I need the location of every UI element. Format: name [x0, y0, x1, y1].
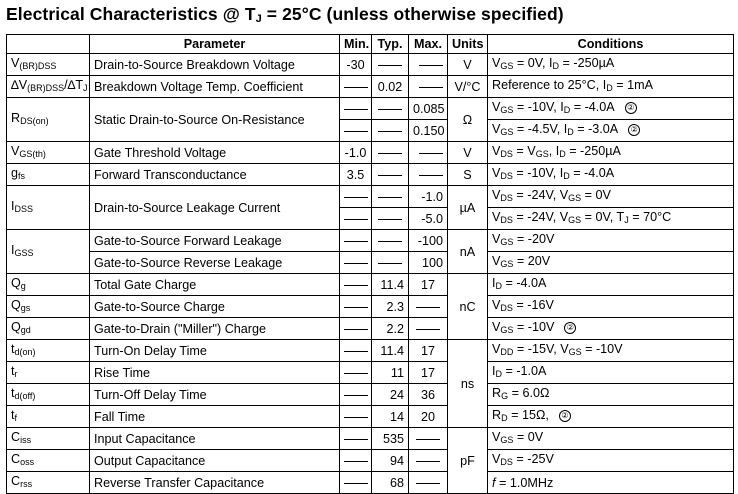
parameter-cell: Output Capacitance — [90, 450, 340, 472]
dash — [419, 87, 443, 88]
parameter-cell: Drain-to-Source Leakage Current — [90, 186, 340, 230]
symbol-cell: $V_{(BR)DSS}$ — [7, 54, 90, 76]
dash — [378, 197, 402, 198]
conditions-cell: $V_{DD} = -15V$, $V_{GS} = -10V$ — [488, 340, 734, 362]
typ-cell — [372, 120, 409, 142]
conditions-cell: $V_{GS} = -10V$, $I_D = -4.0A$ ② — [488, 98, 734, 120]
max-cell — [409, 142, 448, 164]
symbol-cell: $C_{rss}$ — [7, 472, 90, 494]
min-cell — [340, 98, 372, 120]
min-cell — [340, 406, 372, 428]
dash — [344, 219, 368, 220]
note-mark: ② — [628, 124, 640, 136]
table-header-row — [7, 35, 734, 54]
units-cell: µA — [448, 186, 488, 230]
dash — [344, 109, 368, 110]
dash — [419, 65, 443, 66]
symbol-cell: $t_{d(on)}$ — [7, 340, 90, 362]
min-cell: -1.0 — [340, 142, 372, 164]
max-cell: 17 — [409, 340, 448, 362]
dash — [344, 329, 368, 330]
symbol-cell: $I_{DSS}$ — [7, 186, 90, 230]
conditions-cell: $V_{DS} = -24V$, $V_{GS} = 0V$ — [488, 186, 734, 208]
min-cell: 3.5 — [340, 164, 372, 186]
max-cell — [409, 296, 448, 318]
dash — [344, 131, 368, 132]
symbol-cell: $t_r$ — [7, 362, 90, 384]
dash — [416, 307, 440, 308]
max-cell: -1.0 — [409, 186, 448, 208]
conditions-cell: $V_{GS} = 20V$ — [488, 252, 734, 274]
conditions-cell: $V_{DS} = -25V$ — [488, 450, 734, 472]
min-cell — [340, 296, 372, 318]
max-cell: 0.085 — [409, 98, 448, 120]
parameter-cell: Fall Time — [90, 406, 340, 428]
symbol-cell: $R_{DS(on)}$ — [7, 98, 90, 142]
typ-cell: 0.02 — [372, 76, 409, 98]
dash — [416, 461, 440, 462]
table-row — [7, 164, 734, 186]
dash — [416, 329, 440, 330]
conditions-cell: $R_D = 15\Omega$, ② — [488, 406, 734, 428]
dash — [344, 461, 368, 462]
symbol-cell: $C_{iss}$ — [7, 428, 90, 450]
units-cell: Ω — [448, 98, 488, 142]
parameter-cell: Breakdown Voltage Temp. Coefficient — [90, 76, 340, 98]
parameter-cell: Input Capacitance — [90, 428, 340, 450]
parameter-cell: Turn-On Delay Time — [90, 340, 340, 362]
note-mark: ② — [559, 410, 571, 422]
min-cell — [340, 340, 372, 362]
typ-cell — [372, 230, 409, 252]
dash — [344, 87, 368, 88]
dash — [344, 263, 368, 264]
units-cell: nC — [448, 274, 488, 340]
conditions-cell: $V_{GS} = 0V$ — [488, 428, 734, 450]
max-cell: 17 — [409, 362, 448, 384]
dash — [419, 175, 443, 176]
table-row — [7, 472, 734, 494]
parameter-cell: Gate-to-Drain ("Miller") Charge — [90, 318, 340, 340]
dash — [416, 439, 440, 440]
dash — [378, 153, 402, 154]
conditions-cell: $V_{GS} = -20V$ — [488, 230, 734, 252]
conditions-cell: f = 1.0MHz — [488, 472, 734, 494]
parameter-cell: Drain-to-Source Breakdown Voltage — [90, 54, 340, 76]
table-row — [7, 186, 734, 208]
symbol-cell: $Q_{gs}$ — [7, 296, 90, 318]
units-cell: V/°C — [448, 76, 488, 98]
min-cell — [340, 450, 372, 472]
table-row — [7, 296, 734, 318]
table-body — [7, 54, 734, 494]
dash — [344, 395, 368, 396]
dash — [344, 483, 368, 484]
typ-cell — [372, 142, 409, 164]
dash — [378, 131, 402, 132]
dash — [344, 351, 368, 352]
table-row — [7, 340, 734, 362]
max-cell — [409, 76, 448, 98]
header-max: Max. — [409, 35, 448, 54]
min-cell — [340, 186, 372, 208]
header-units: Units — [448, 35, 488, 54]
typ-cell — [372, 54, 409, 76]
typ-cell: 14 — [372, 406, 409, 428]
dash — [378, 65, 402, 66]
electrical-characteristics-table — [6, 34, 734, 494]
dash — [344, 307, 368, 308]
table-row — [7, 54, 734, 76]
min-cell — [340, 120, 372, 142]
parameter-cell: Gate Threshold Voltage — [90, 142, 340, 164]
symbol-cell: $I_{GSS}$ — [7, 230, 90, 274]
units-cell: ns — [448, 340, 488, 428]
typ-cell: 11.4 — [372, 340, 409, 362]
conditions-cell: $I_D = -1.0A$ — [488, 362, 734, 384]
parameter-cell: Rise Time — [90, 362, 340, 384]
units-cell: S — [448, 164, 488, 186]
dash — [378, 109, 402, 110]
symbol-cell: $Q_g$ — [7, 274, 90, 296]
table-row — [7, 230, 734, 252]
typ-cell — [372, 186, 409, 208]
parameter-cell: Static Drain-to-Source On-Resistance — [90, 98, 340, 142]
max-cell: 36 — [409, 384, 448, 406]
units-cell: pF — [448, 428, 488, 494]
typ-cell: 68 — [372, 472, 409, 494]
dash — [378, 219, 402, 220]
conditions-cell: $I_D = -4.0A$ — [488, 274, 734, 296]
conditions-cell: $V_{DS} = -16V$ — [488, 296, 734, 318]
typ-cell — [372, 98, 409, 120]
table-row — [7, 274, 734, 296]
dash — [344, 197, 368, 198]
conditions-cell: $V_{GS} = -4.5V$, $I_D = -3.0A$ ② — [488, 120, 734, 142]
max-cell — [409, 450, 448, 472]
table-row — [7, 318, 734, 340]
min-cell — [340, 76, 372, 98]
table-row — [7, 384, 734, 406]
units-cell: V — [448, 54, 488, 76]
table-row — [7, 428, 734, 450]
max-cell: 100 — [409, 252, 448, 274]
typ-cell: 94 — [372, 450, 409, 472]
header-symbol — [7, 35, 90, 54]
max-cell — [409, 428, 448, 450]
typ-cell: 2.3 — [372, 296, 409, 318]
min-cell — [340, 384, 372, 406]
parameter-cell: Forward Transconductance — [90, 164, 340, 186]
symbol-cell: $\Delta V_{(BR)DSS}/\Delta T_J$ — [7, 76, 90, 98]
dash — [378, 263, 402, 264]
conditions-cell: Reference to 25°C, $I_D = 1mA$ — [488, 76, 734, 98]
dash — [419, 153, 443, 154]
parameter-cell: Total Gate Charge — [90, 274, 340, 296]
min-cell — [340, 208, 372, 230]
max-cell: -5.0 — [409, 208, 448, 230]
min-cell — [340, 230, 372, 252]
symbol-cell: $Q_{gd}$ — [7, 318, 90, 340]
units-cell: V — [448, 142, 488, 164]
conditions-cell: $V_{DS} = V_{GS}$, $I_D = -250\mu A$ — [488, 142, 734, 164]
min-cell — [340, 428, 372, 450]
table-row — [7, 252, 734, 274]
parameter-cell: Gate-to-Source Reverse Leakage — [90, 252, 340, 274]
dash — [344, 439, 368, 440]
table-row — [7, 98, 734, 120]
typ-cell: 535 — [372, 428, 409, 450]
symbol-cell: $C_{oss}$ — [7, 450, 90, 472]
max-cell: 17 — [409, 274, 448, 296]
table-row — [7, 76, 734, 98]
header-parameter: Parameter — [90, 35, 340, 54]
dash — [344, 241, 368, 242]
max-cell — [409, 164, 448, 186]
dash — [416, 483, 440, 484]
typ-cell — [372, 252, 409, 274]
dash — [344, 285, 368, 286]
typ-cell — [372, 208, 409, 230]
table-row — [7, 142, 734, 164]
min-cell — [340, 274, 372, 296]
typ-cell — [372, 164, 409, 186]
table-row — [7, 362, 734, 384]
min-cell — [340, 318, 372, 340]
max-cell: 20 — [409, 406, 448, 428]
dash — [344, 417, 368, 418]
dash — [378, 241, 402, 242]
typ-cell: 2.2 — [372, 318, 409, 340]
header-typ: Typ. — [372, 35, 409, 54]
page-title: Electrical Characteristics @ $T_J = 25^\circ C$ (unless otherwise specified) — [6, 4, 564, 25]
max-cell — [409, 472, 448, 494]
typ-cell: 11.4 — [372, 274, 409, 296]
min-cell — [340, 252, 372, 274]
symbol-cell: $t_{d(off)}$ — [7, 384, 90, 406]
conditions-cell: $V_{DS} = -24V$, $V_{GS} = 0V$, $T_J = 70^\circ C$ — [488, 208, 734, 230]
dash — [378, 175, 402, 176]
symbol-cell: $g_{fs}$ — [7, 164, 90, 186]
typ-cell: 11 — [372, 362, 409, 384]
max-cell — [409, 54, 448, 76]
max-cell: -100 — [409, 230, 448, 252]
conditions-cell: $V_{GS} = 0V$, $I_D = -250\mu A$ — [488, 54, 734, 76]
parameter-cell: Turn-Off Delay Time — [90, 384, 340, 406]
units-cell: nA — [448, 230, 488, 274]
table-row — [7, 406, 734, 428]
parameter-cell: Reverse Transfer Capacitance — [90, 472, 340, 494]
parameter-cell: Gate-to-Source Forward Leakage — [90, 230, 340, 252]
header-conditions: Conditions — [488, 35, 734, 54]
note-mark: ② — [564, 322, 576, 334]
max-cell — [409, 318, 448, 340]
conditions-cell: $V_{GS} = -10V$ ② — [488, 318, 734, 340]
conditions-cell: $R_G = 6.0\Omega$ — [488, 384, 734, 406]
header-min: Min. — [340, 35, 372, 54]
conditions-cell: $V_{DS} = -10V$, $I_D = -4.0A$ — [488, 164, 734, 186]
note-mark: ② — [625, 102, 637, 114]
min-cell — [340, 362, 372, 384]
table-row — [7, 450, 734, 472]
min-cell: -30 — [340, 54, 372, 76]
symbol-cell: $t_f$ — [7, 406, 90, 428]
dash — [344, 373, 368, 374]
symbol-cell: $V_{GS(th)}$ — [7, 142, 90, 164]
min-cell — [340, 472, 372, 494]
parameter-cell: Gate-to-Source Charge — [90, 296, 340, 318]
max-cell: 0.150 — [409, 120, 448, 142]
typ-cell: 24 — [372, 384, 409, 406]
